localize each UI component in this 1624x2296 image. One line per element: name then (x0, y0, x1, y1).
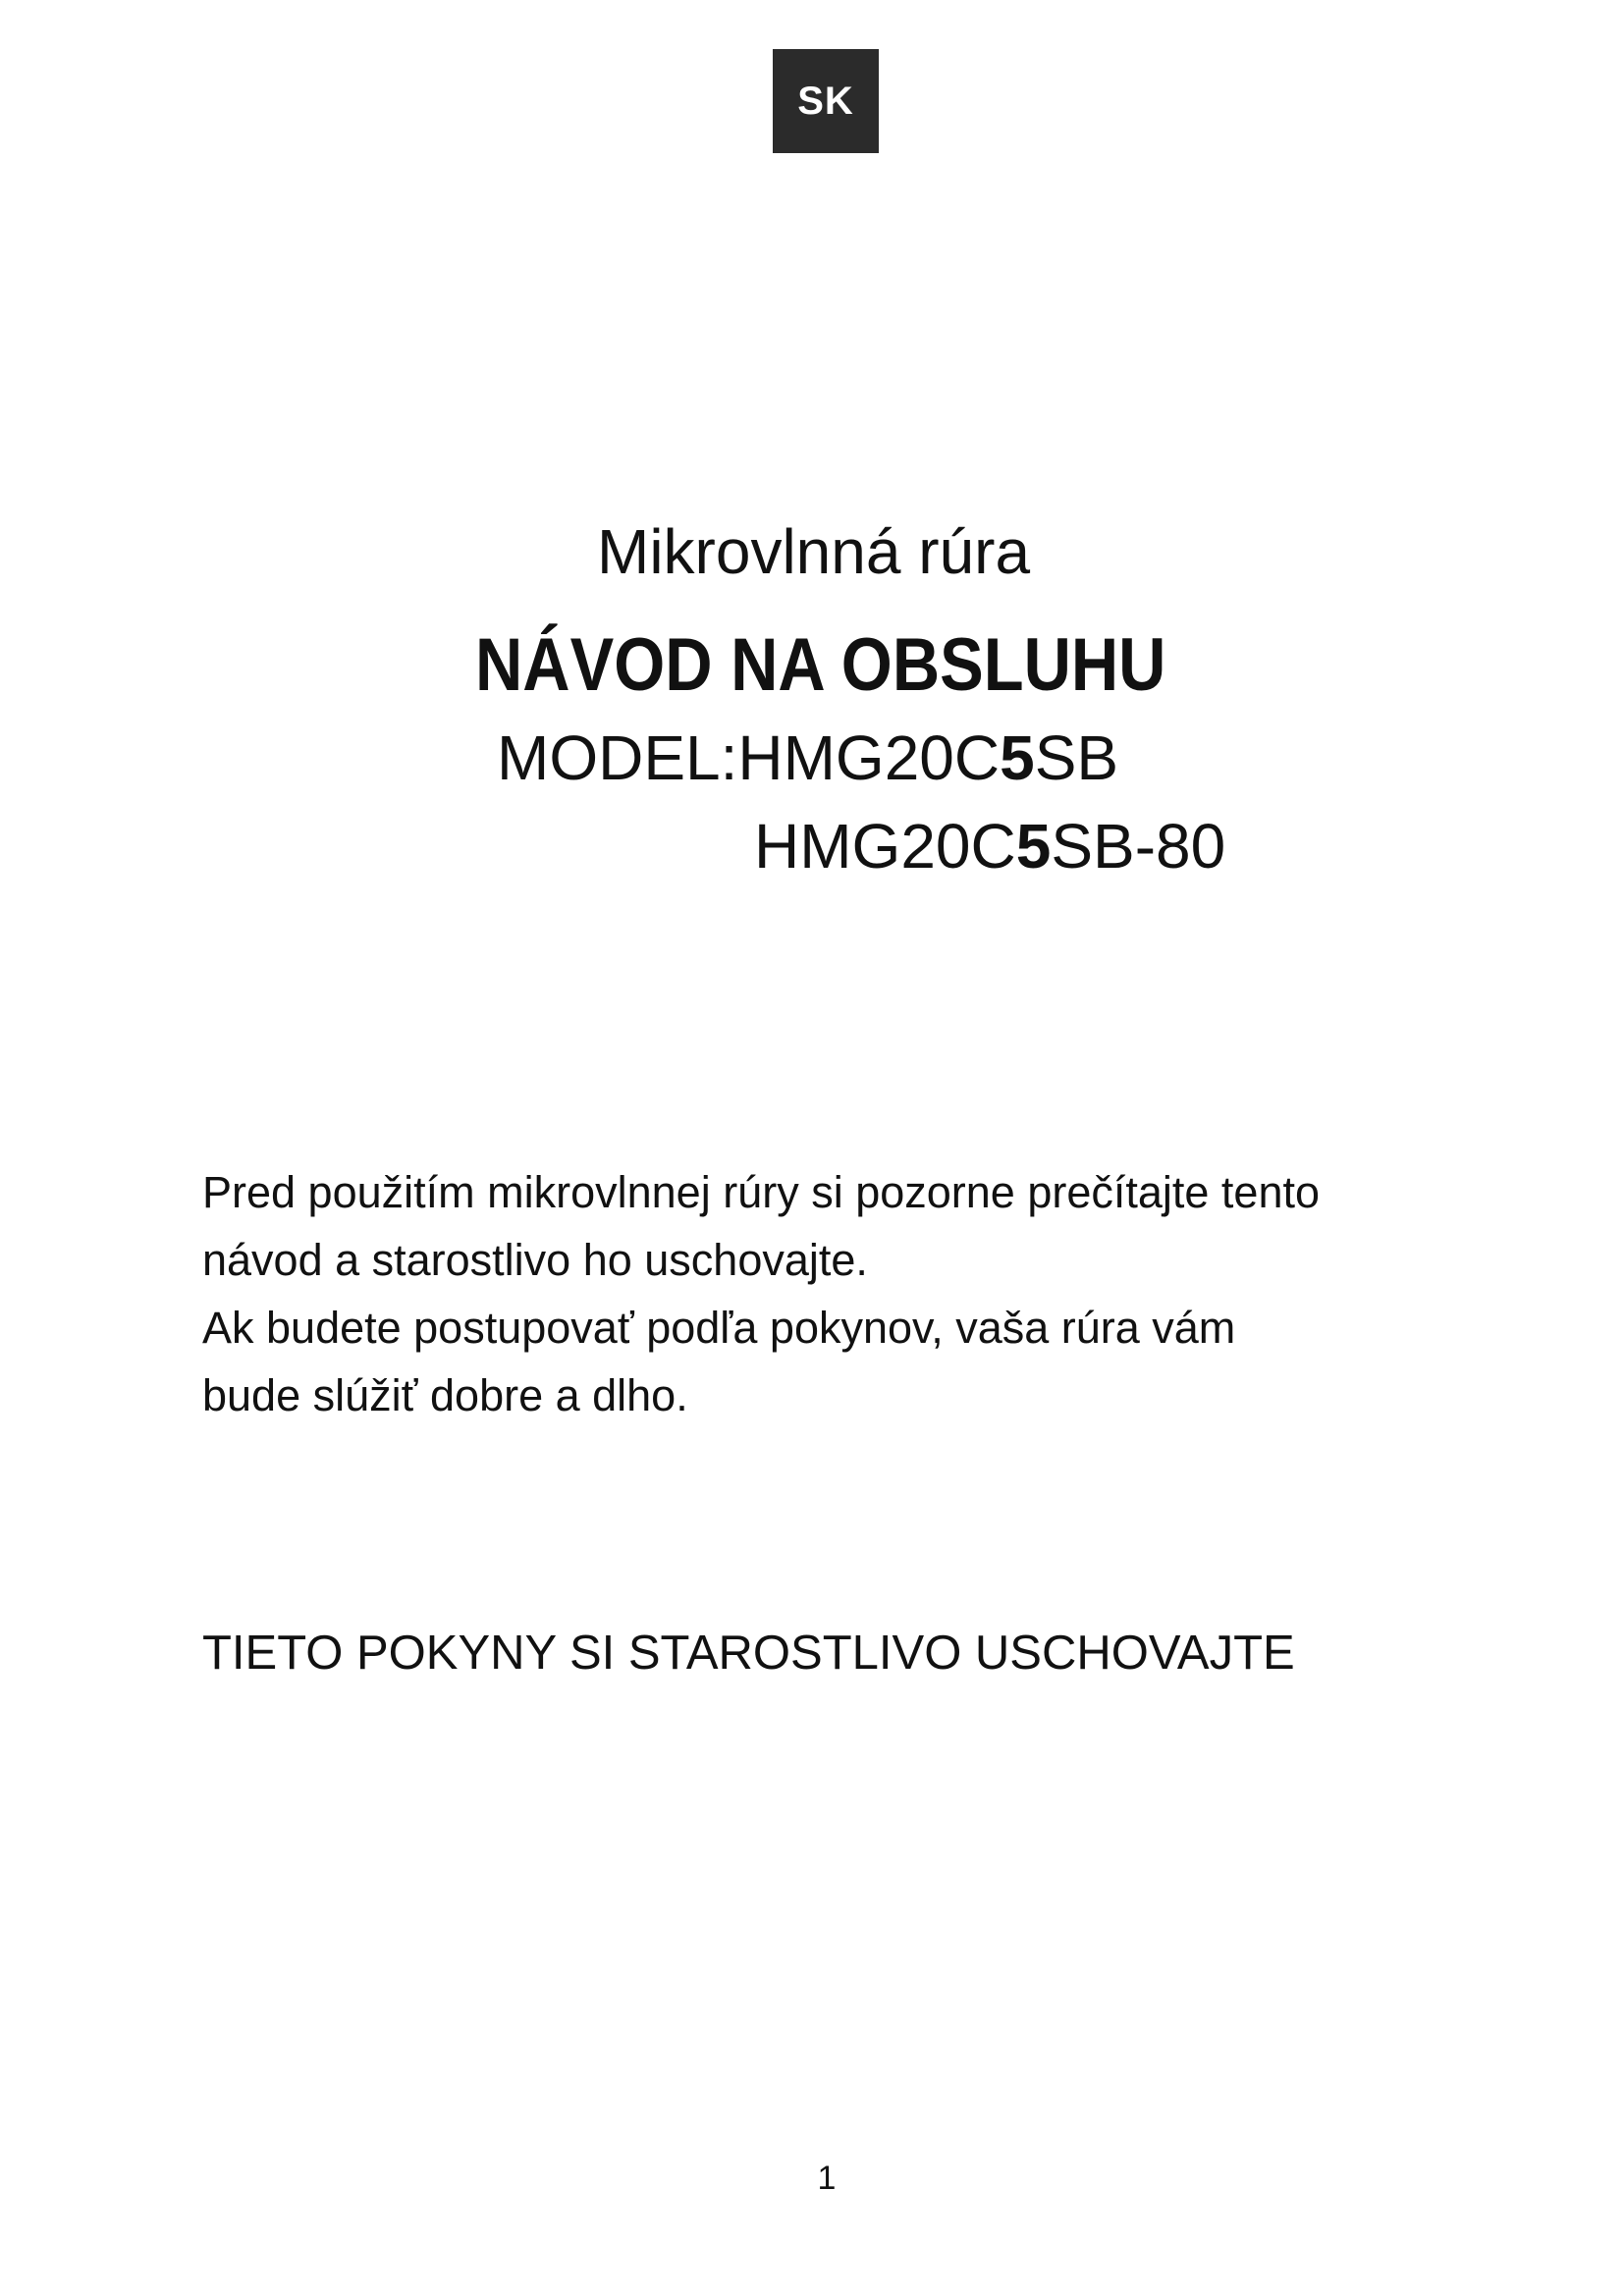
intro-line: Ak budete postupovať podľa pokynov, vaša rúra vám (202, 1303, 1236, 1353)
model-2-suffix: SB-80 (1051, 811, 1226, 881)
language-badge (773, 49, 879, 153)
model-2-digit: 5 (1015, 811, 1052, 881)
keep-instructions-notice: TIETO POKYNY SI STAROSTLIVO USCHOVAJTE (202, 1627, 1295, 1680)
model-1-digit: 5 (1000, 722, 1035, 793)
model-2-prefix: HMG20C (754, 811, 1016, 881)
intro-paragraph (202, 1158, 1479, 1429)
intro-line: bude slúžiť dobre a dlho. (202, 1370, 688, 1420)
product-name: Mikrovlnná rúra (597, 516, 1031, 587)
model-1-suffix: SB (1034, 722, 1119, 793)
model-label: MODEL: (497, 722, 738, 793)
language-code: SK (797, 79, 854, 123)
model-1-prefix: HMG20C (737, 722, 1001, 793)
document-title: NÁVOD NA OBSLUHU (475, 623, 1166, 707)
intro-line: návod a starostlivo ho uschovajte. (202, 1235, 868, 1285)
model-line-primary (497, 722, 1119, 793)
intro-line: Pred použitím mikrovlnnej rúry si pozorne prečítajte tento (202, 1167, 1321, 1217)
page-number: 1 (817, 2160, 837, 2197)
model-line-secondary (754, 811, 1226, 881)
